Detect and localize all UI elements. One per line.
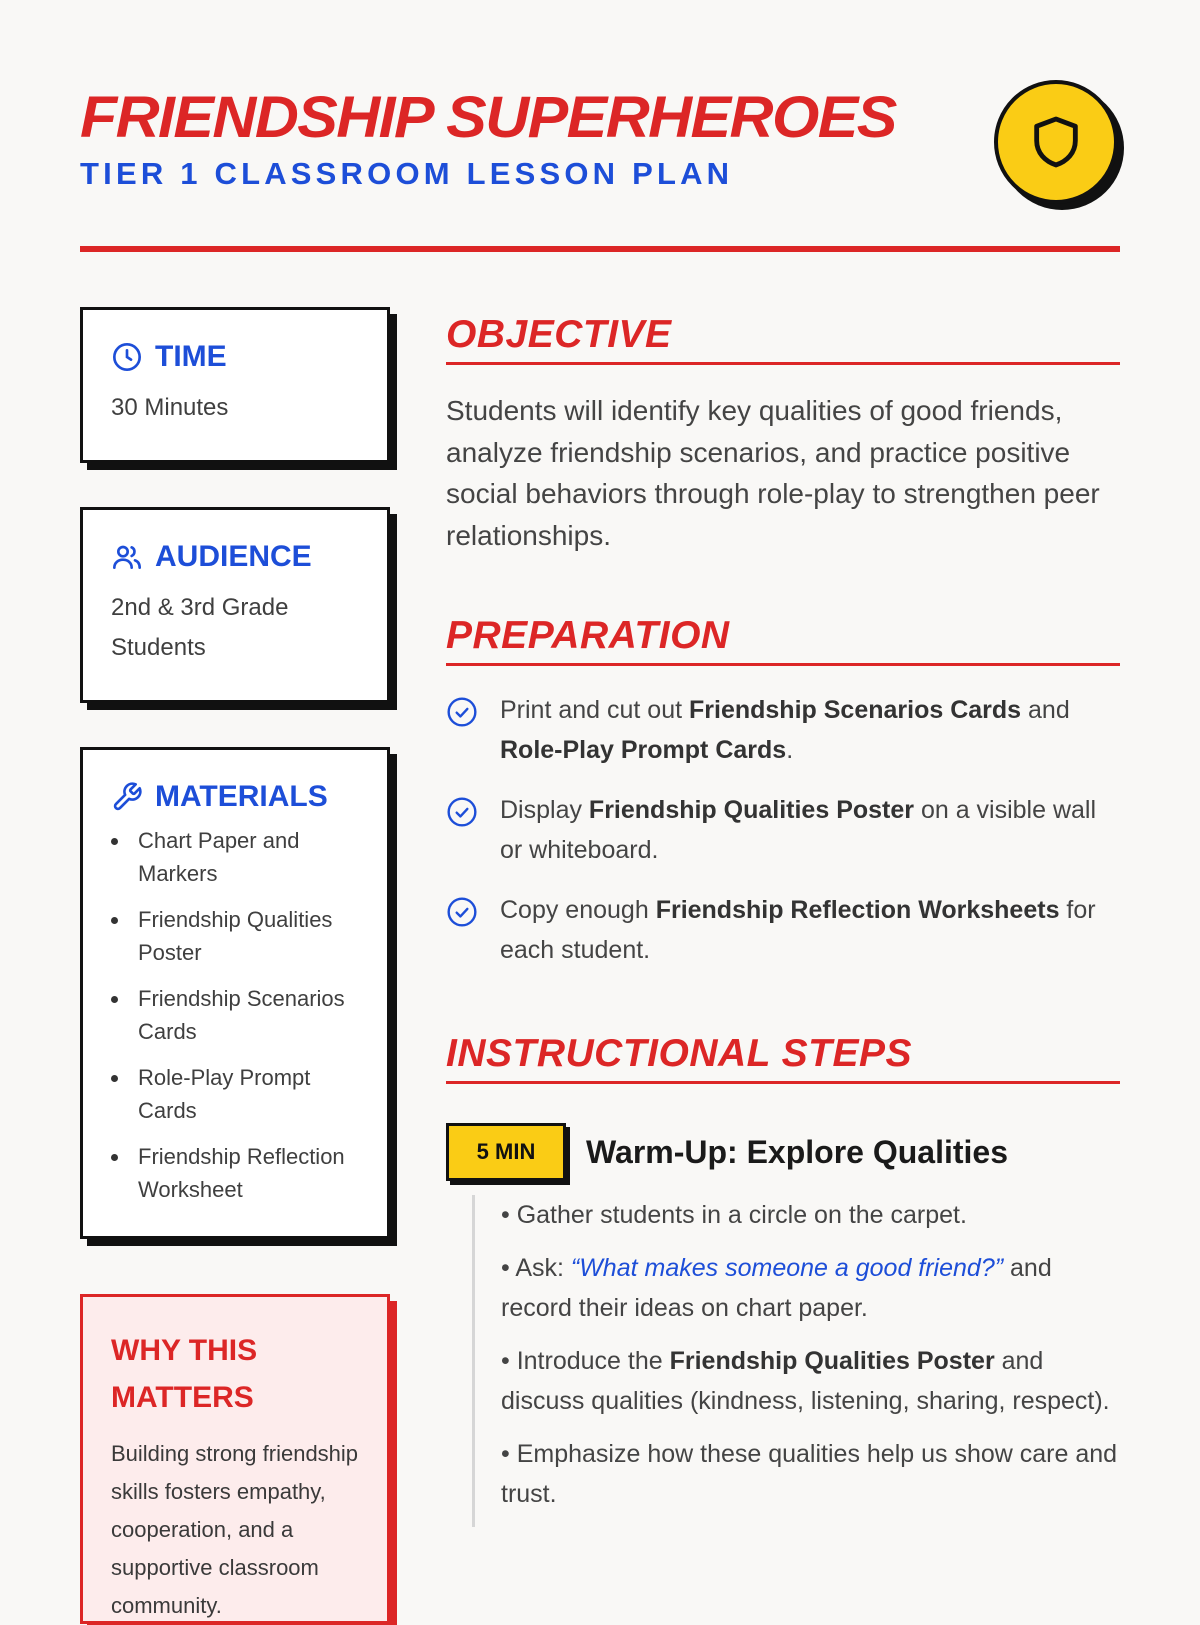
time-label: TIME — [155, 340, 227, 373]
list-item: Chart Paper and Markers — [111, 824, 359, 890]
instructional-steps-heading: INSTRUCTIONAL STEPS — [446, 1031, 1120, 1084]
audience-card — [80, 507, 390, 703]
list-item — [446, 790, 1120, 870]
list-item — [446, 690, 1120, 770]
materials-list — [111, 824, 359, 1206]
list-item: Friendship Qualities Poster — [111, 903, 359, 969]
check-circle-icon — [446, 690, 480, 770]
shield-badge — [994, 80, 1118, 204]
step-line: • Ask: “What makes someone a good friend?” and record their ideas on chart paper. — [501, 1254, 1052, 1322]
materials-label: MATERIALS — [155, 780, 328, 813]
list-item: Friendship Reflection Worksheet — [111, 1140, 359, 1206]
step-line: • Gather students in a circle on the carpet. — [501, 1201, 967, 1229]
users-icon — [111, 541, 143, 573]
check-circle-icon — [446, 790, 480, 870]
step-title: Warm-Up: Explore Qualities — [586, 1133, 1008, 1170]
step-line: • Introduce the Friendship Qualities Poster and discuss qualities (kindness, listening, sharing, respect). — [501, 1347, 1110, 1415]
preparation-heading: PREPARATION — [446, 613, 1120, 666]
preparation-list — [446, 690, 1120, 990]
audience-card-header — [111, 540, 359, 574]
question-quote: “What makes someone a good friend?” — [570, 1254, 1004, 1282]
why-text: Building strong friendship skills fosters empathy, cooperation, and a supportive classroom community. — [111, 1441, 359, 1618]
page-subtitle: TIER 1 CLASSROOM LESSON PLAN — [80, 156, 734, 191]
materials-card — [80, 747, 390, 1239]
time-value: 30 Minutes — [111, 394, 229, 421]
header-divider — [80, 246, 1120, 252]
list-item — [446, 890, 1120, 970]
step-line: • Emphasize how these qualities help us show care and trust. — [501, 1440, 1118, 1508]
why-label: WHY THIS MATTERS — [111, 1334, 258, 1414]
page-title: FRIENDSHIP SUPERHEROES — [80, 85, 896, 150]
clock-icon — [111, 341, 143, 373]
prep-item-text: Print and cut out Friendship Scenarios Cards and Role-Play Prompt Cards. — [500, 696, 1070, 764]
objective-text: Students will identify key qualities of good friends, analyze friendship scenarios, and practice positive social behaviors through role-play to strengthen peer relationships. — [446, 395, 1100, 551]
check-circle-icon — [446, 890, 480, 970]
prep-item-text: Display Friendship Qualities Poster on a visible wall or whiteboard. — [500, 796, 1097, 864]
list-item: Role-Play Prompt Cards — [111, 1061, 359, 1127]
step-header — [446, 1123, 1008, 1181]
audience-label: AUDIENCE — [155, 540, 312, 573]
duration-badge: 5 MIN — [446, 1123, 566, 1181]
step-body — [472, 1195, 1120, 1527]
objective-heading: OBJECTIVE — [446, 312, 1120, 365]
time-card-header — [111, 340, 359, 374]
materials-card-header — [111, 780, 359, 814]
list-item: Friendship Scenarios Cards — [111, 982, 359, 1048]
wrench-icon — [111, 781, 143, 813]
audience-value: 2nd & 3rd Grade Students — [111, 594, 289, 661]
time-card — [80, 307, 390, 463]
lesson-plan-page — [80, 0, 1120, 1618]
prep-item-text: Copy enough Friendship Reflection Worksheets for each student. — [500, 896, 1096, 964]
shield-icon — [1027, 110, 1085, 174]
why-this-matters-card — [80, 1294, 390, 1624]
header — [80, 86, 1120, 192]
